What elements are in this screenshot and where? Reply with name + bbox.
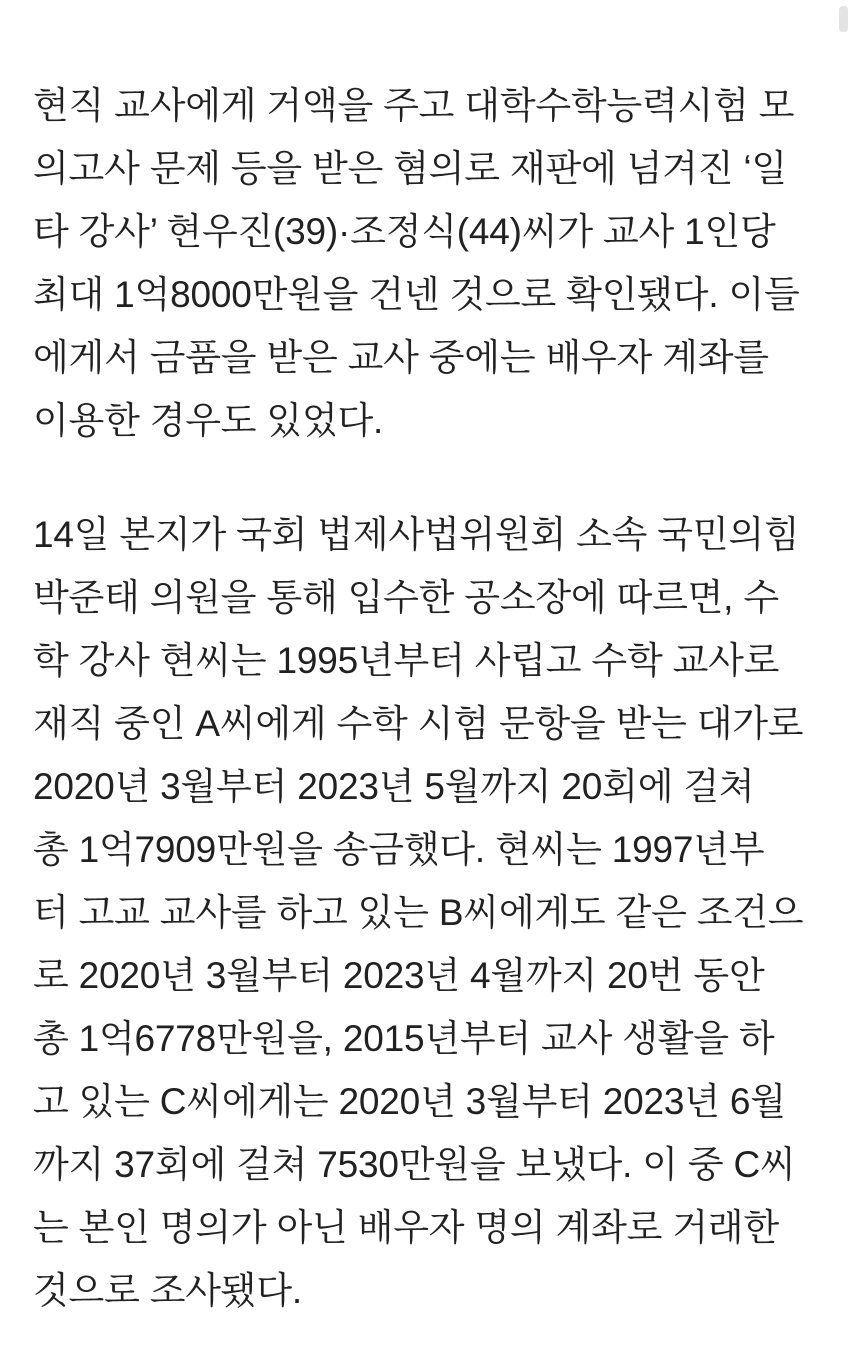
text-line: 까지 37회에 걸쳐 7530만원을 보냈다. 이 중 C씨 [33, 1144, 796, 1185]
scrollbar-thumb[interactable] [839, 6, 848, 32]
text-line: 박준태 의원을 통해 입수한 공소장에 따르면, 수 [33, 577, 779, 618]
text-line: 에게서 금품을 받은 교사 중에는 배우자 계좌를 [33, 337, 769, 378]
text-line: 2020년 3월부터 2023년 5월까지 20회에 걸쳐 [33, 766, 755, 807]
text-line: 현직 교사에게 거액을 주고 대학수학능력시험 모 [33, 85, 795, 126]
text-line: 이용한 경우도 있었다. [33, 400, 384, 441]
text-line: 타 강사’ 현우진(39)·조정식(44)씨가 교사 1인당 [33, 211, 776, 252]
text-line: 총 1억6778만원을, 2015년부터 교사 생활을 하 [33, 1018, 775, 1059]
text-line: 최대 1억8000만원을 건넨 것으로 확인됐다. 이들 [33, 274, 800, 315]
text-line: 총 1억7909만원을 송금했다. 현씨는 1997년부 [33, 829, 765, 870]
text-line: 고 있는 C씨에게는 2020년 3월부터 2023년 6월 [33, 1081, 786, 1122]
paragraph-lead [33, 74, 818, 452]
text-line: 학 강사 현씨는 1995년부터 사립고 수학 교사로 [33, 640, 780, 681]
text-line: 는 본인 명의가 아닌 배우자 명의 계좌로 거래한 [33, 1207, 779, 1248]
text-line: 의고사 문제 등을 받은 혐의로 재판에 넘겨진 ‘일 [33, 148, 787, 189]
text-line: 14일 본지가 국회 법제사법위원회 소속 국민의힘 [33, 514, 800, 555]
text-line: 재직 중인 A씨에게 수학 시험 문항을 받는 대가로 [33, 703, 804, 744]
paragraph-body [33, 503, 818, 1322]
text-line: 터 고교 교사를 하고 있는 B씨에게도 같은 조건으 [33, 892, 804, 933]
text-line: 것으로 조사됐다. [33, 1270, 302, 1311]
text-line: 로 2020년 3월부터 2023년 4월까지 20번 동안 [33, 955, 765, 996]
